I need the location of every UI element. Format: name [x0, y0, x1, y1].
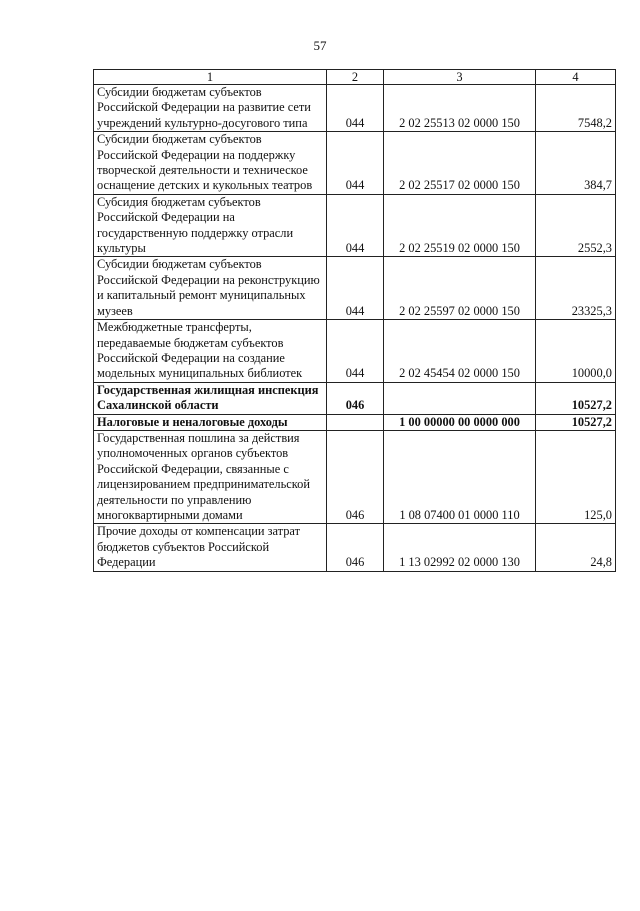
table-body	[94, 85, 616, 572]
row-sum-cell: 10527,2	[536, 382, 616, 414]
table-row	[94, 132, 616, 195]
row-name-cell: Субсидии бюджетам субъектов Российской Федерации на реконструкцию и капитальный ремонт муниципальных музеев	[94, 257, 327, 320]
table-row	[94, 257, 616, 320]
row-admin-code-cell: 044	[327, 257, 384, 320]
row-revenue-code-cell: 1 13 02992 02 0000 130	[384, 524, 536, 571]
row-revenue-code-cell: 2 02 45454 02 0000 150	[384, 320, 536, 383]
row-name-cell: Государственная пошлина за действия уполномоченных органов субъектов Российской Федерации, связанные с лицензированием предпринимательской деятельности по управлению многоквартирными домами	[94, 430, 327, 523]
row-revenue-code-cell: 1 00 00000 00 0000 000	[384, 414, 536, 430]
row-name-cell: Налоговые и неналоговые доходы	[94, 414, 327, 430]
row-admin-code-cell: 046	[327, 524, 384, 571]
table-row	[94, 194, 616, 257]
row-admin-code-cell	[327, 414, 384, 430]
row-admin-code-cell: 046	[327, 430, 384, 523]
row-name-cell: Прочие доходы от компенсации затрат бюджетов субъектов Российской Федерации	[94, 524, 327, 571]
row-admin-code-cell: 046	[327, 382, 384, 414]
row-sum-cell: 384,7	[536, 132, 616, 195]
row-sum-cell: 23325,3	[536, 257, 616, 320]
row-sum-cell: 7548,2	[536, 85, 616, 132]
row-revenue-code-cell: 2 02 25513 02 0000 150	[384, 85, 536, 132]
revenue-table	[93, 69, 616, 572]
row-revenue-code-cell: 1 08 07400 01 0000 110	[384, 430, 536, 523]
column-header-3: 3	[384, 70, 536, 85]
row-name-cell: Государственная жилищная инспекция Сахалинской области	[94, 382, 327, 414]
row-name-cell: Межбюджетные трансферты, передаваемые бюджетам субъектов Российской Федерации на создание модельных муниципальных библиотек	[94, 320, 327, 383]
row-revenue-code-cell: 2 02 25519 02 0000 150	[384, 194, 536, 257]
row-sum-cell: 10527,2	[536, 414, 616, 430]
table-row	[94, 414, 616, 430]
row-name-cell: Субсидии бюджетам субъектов Российской Федерации на развитие сети учреждений культурно-досугового типа	[94, 85, 327, 132]
row-name-cell: Субсидия бюджетам субъектов Российской Федерации на государственную поддержку отрасли культуры	[94, 194, 327, 257]
row-revenue-code-cell: 2 02 25517 02 0000 150	[384, 132, 536, 195]
page-number: 57	[313, 38, 327, 53]
table-row	[94, 524, 616, 571]
row-admin-code-cell: 044	[327, 85, 384, 132]
table-row	[94, 85, 616, 132]
column-header-4: 4	[536, 70, 616, 85]
row-revenue-code-cell	[384, 382, 536, 414]
row-admin-code-cell: 044	[327, 132, 384, 195]
column-header-1: 1	[94, 70, 327, 85]
row-name-cell: Субсидии бюджетам субъектов Российской Федерации на поддержку творческой деятельности и техническое оснащение детских и кукольных театров	[94, 132, 327, 195]
row-admin-code-cell: 044	[327, 194, 384, 257]
row-sum-cell: 10000,0	[536, 320, 616, 383]
column-header-2: 2	[327, 70, 384, 85]
table-row	[94, 320, 616, 383]
row-sum-cell: 125,0	[536, 430, 616, 523]
table-row	[94, 382, 616, 414]
row-sum-cell: 24,8	[536, 524, 616, 571]
table-header-row	[94, 70, 616, 85]
row-revenue-code-cell: 2 02 25597 02 0000 150	[384, 257, 536, 320]
row-sum-cell: 2552,3	[536, 194, 616, 257]
row-admin-code-cell: 044	[327, 320, 384, 383]
table-row	[94, 430, 616, 523]
